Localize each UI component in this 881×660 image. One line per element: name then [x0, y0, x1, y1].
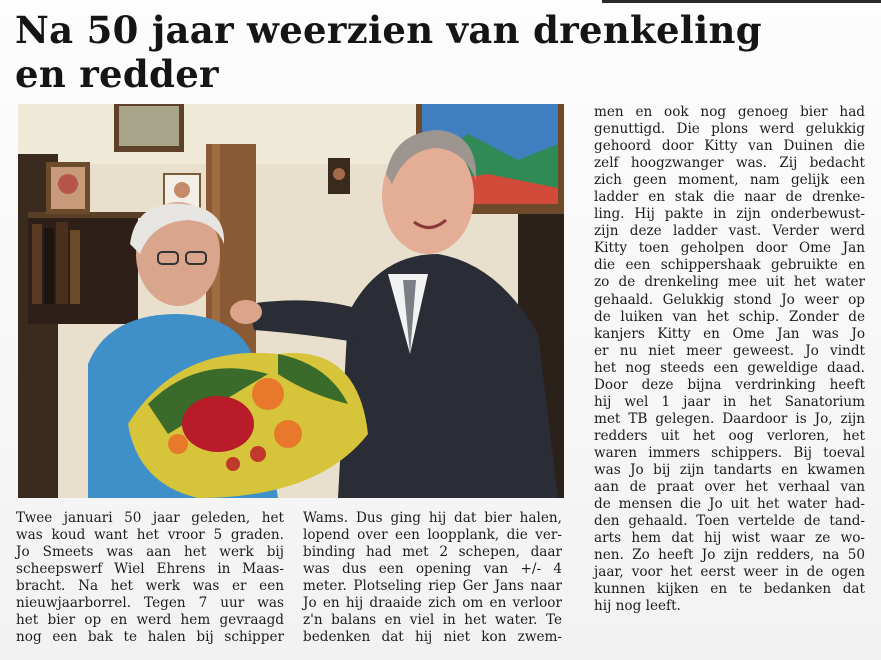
text-line: scheepswerf Wiel Ehrens in Maas-: [16, 561, 284, 578]
text-line: bedenken dat hij niet kon zwem-: [303, 629, 562, 646]
text-line: zelf hoogzwanger was. Zij bedacht: [594, 155, 865, 172]
text-line: zich geen moment, nam gelijk een: [594, 172, 865, 189]
text-line: zijn deze ladder vast. Verder werd: [594, 223, 865, 240]
text-line: genuttigd. Die plons werd gelukkig: [594, 121, 865, 138]
text-line: gehaald. Gelukkig stond Jo weer op: [594, 291, 865, 308]
text-line: nieuwjaarborrel. Tegen 7 uur was: [16, 595, 284, 612]
text-line: was dus een opening van +/- 4: [303, 561, 562, 578]
text-line: Jo Smeets was aan het werk bij: [16, 544, 284, 561]
headline-line: en redder: [15, 52, 219, 96]
text-line: die een schippershaak gebruikte en: [594, 257, 865, 274]
text-line: met TB gelegen. Daardoor is Jo, zijn: [594, 410, 865, 427]
text-line: aan de praat over het verhaal van: [594, 479, 865, 496]
top-rule: [602, 0, 881, 3]
text-line: gehoord door Kitty van Duinen die: [594, 138, 865, 155]
text-line: arts hem dat hij wist waar ze wo-: [594, 530, 865, 547]
text-line: Wams. Dus ging hij dat bier halen,: [303, 510, 562, 526]
text-line: nog een bak te halen bij schipper: [16, 629, 284, 646]
article-column-2: [303, 510, 562, 646]
article-column-3: [594, 104, 865, 615]
text-line: meter. Plotseling riep Ger Jans naar: [303, 578, 562, 595]
article-photo: [18, 104, 564, 498]
text-line: ling. Hij pakte in zijn onderbewust-: [594, 206, 865, 223]
text-line: nen. Zo heeft Jo zijn redders, na 50: [594, 547, 865, 564]
text-line: Door deze bijna verdrinking heeft: [594, 376, 865, 393]
text-line: kunnen kijken en te bedanken dat: [594, 581, 865, 598]
text-line: bracht. Na het werk was er een: [16, 578, 284, 595]
text-line: Jo en hij draaide zich om en verloor: [303, 595, 562, 612]
text-line: was koud want het vroor 5 graden.: [16, 527, 284, 544]
text-line: ladder en stak die naar de drenke-: [594, 189, 865, 206]
text-line: waren immers schippers. Bij toeval: [594, 444, 865, 461]
text-line: redders uit het oog verloren, het: [594, 427, 865, 444]
headline-line: Na 50 jaar weerzien van drenkeling: [15, 8, 762, 52]
text-line: z'n balans en viel in het water. Te: [303, 612, 562, 629]
text-line: zo de drenkeling mee uit het water: [594, 274, 865, 291]
text-line: het nog steeds een geweldige daad.: [594, 359, 865, 376]
text-line: hij wel 1 jaar in het Sanatorium: [594, 393, 865, 410]
text-line: de luiken van het schip. Zonder de: [594, 308, 865, 325]
text-line: lopend over een loopplank, die ver-: [303, 527, 562, 544]
text-line: er nu niet meer geweest. Jo vindt: [594, 342, 865, 359]
text-line: men en ook nog genoeg bier had: [594, 104, 865, 120]
text-line: jaar, voor het eerst weer in de ogen: [594, 564, 865, 581]
text-line: den gehaald. Toen vertelde de tand-: [594, 513, 865, 530]
text-line: binding had met 2 schepen, daar: [303, 544, 562, 561]
text-line: de mensen die Jo uit het water had-: [594, 496, 865, 513]
photo-illustration: [18, 104, 564, 498]
text-line: het bier op en werd hem gevraagd: [16, 612, 284, 629]
text-line: hij nog leeft.: [594, 598, 681, 615]
text-line: Twee januari 50 jaar geleden, het: [16, 510, 284, 526]
text-line: Kitty toen geholpen door Ome Jan: [594, 240, 865, 257]
article-column-1: [16, 510, 284, 646]
headline: [15, 8, 875, 96]
text-line: kanjers Kitty en Ome Jan was Jo: [594, 325, 865, 342]
text-line: was Jo bij zijn tandarts en kwamen: [594, 461, 865, 478]
